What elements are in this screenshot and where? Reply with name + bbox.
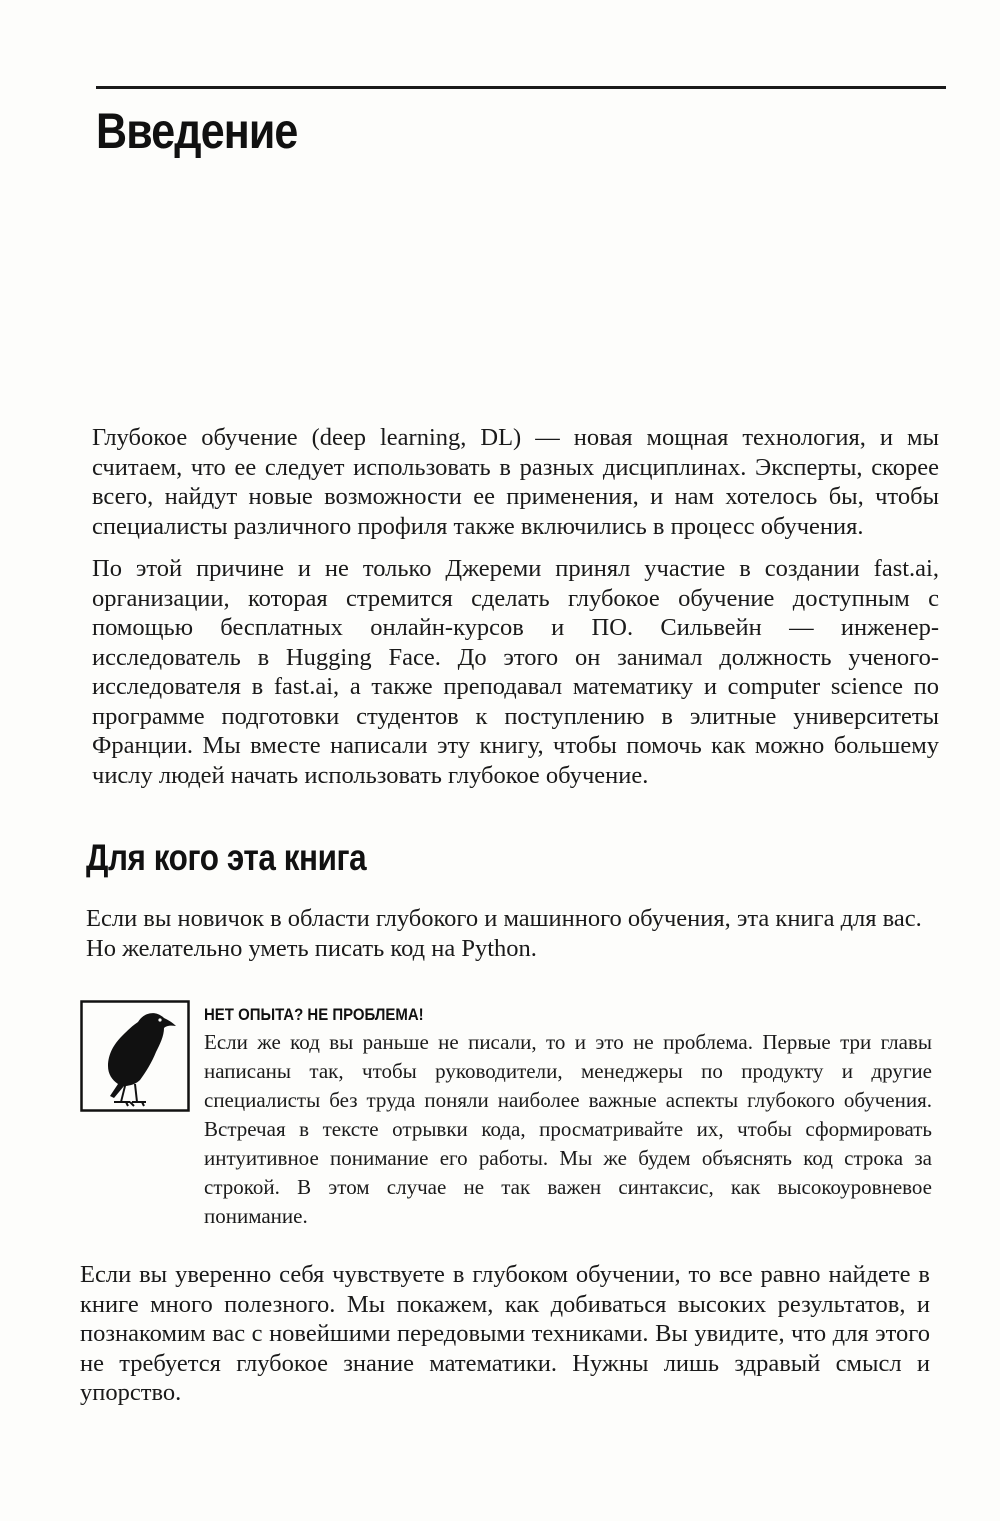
intro-paragraph-2: По этой причине и не только Джереми принял участие в создании fast.ai, организации, которая стремится сделать глубокое обучение доступным с помощью бесплатных онлайн-курсов и ПО. Сильвейн — инженер-исследователь в Hugging Face. До этого он занимал должность ученого-исследователя в fast.ai, а также преподавал математику и computer science по программе подготовки студентов к поступлению в элитные университеты Франции. Мы вместе написали эту книгу, чтобы помочь как можно большему числу людей начать использовать глубокое обучение. <box>92 555 939 789</box>
top-rule <box>96 86 946 89</box>
note-box <box>80 1000 940 1228</box>
chapter-title: Введение <box>96 103 298 159</box>
section-paragraph-1: Если вы новичок в области глубокого и машинного обучения, эта книга для вас. Но желательно уметь писать код на Python. <box>86 905 922 962</box>
crow-icon <box>80 1000 190 1112</box>
section-paragraph-2: Если вы уверенно себя чувствуете в глубоком обучении, то все равно найдете в книге много полезного. Мы покажем, как добиваться высоких результатов, и познакомим вас с новейшими передовыми техниками. Вы увидите, что для этого не требуется глубокое знание математики. Нужны лишь здравый смысл и упорство. <box>80 1261 930 1406</box>
intro-paragraph-1: Глубокое обучение (deep learning, DL) — новая мощная технология, и мы считаем, что ее следует использовать в разных дисциплинах. Эксперты, скорее всего, найдут новые возможности ее применения, и нам хотелось бы, чтобы специалисты различного профиля также включились в процесс обучения. <box>92 424 939 540</box>
note-body: Если же код вы раньше не писали, то и это не проблема. Первые три главы написаны так, чтобы руководители, менеджеры по продукту и другие специалисты без труда поняли наиболее важные аспекты глубокого обучения. Встречая в тексте отрывки кода, просматривайте их, чтобы сформировать интуитивное понимание его работы. Мы же будем объяснять код строка за строкой. В этом случае не так важен синтаксис, как высокоуровневое понимание. <box>204 1030 932 1228</box>
note-heading: НЕТ ОПЫТА? НЕ ПРОБЛЕМА! <box>204 1005 424 1024</box>
section-title: Для кого эта книга <box>86 837 367 878</box>
